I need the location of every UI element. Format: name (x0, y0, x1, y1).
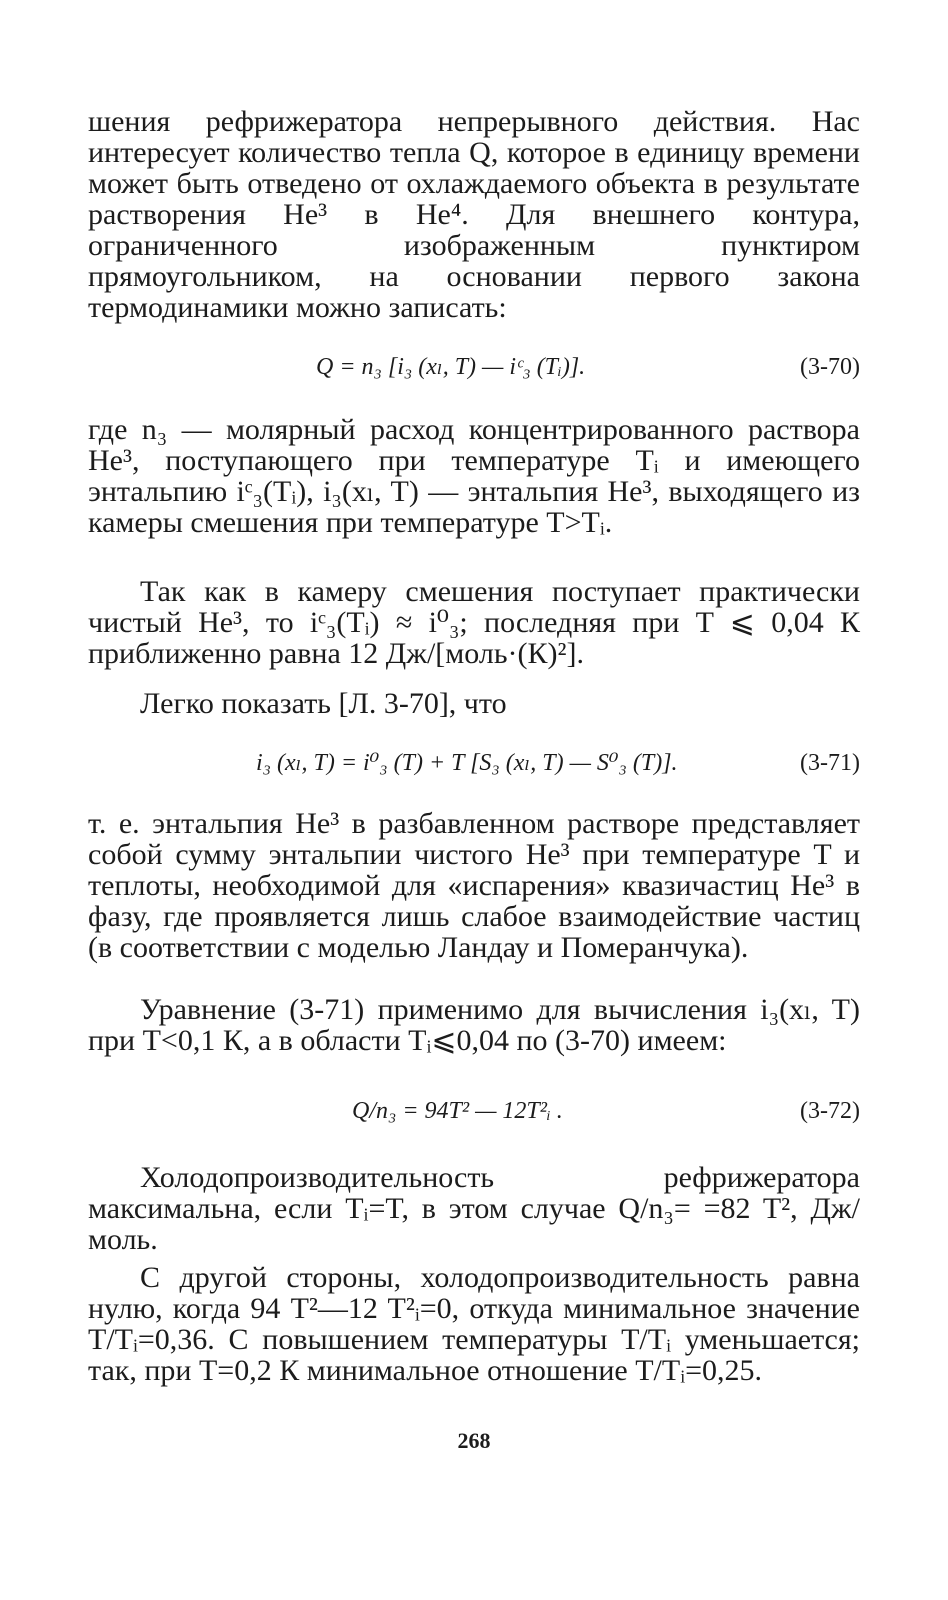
paragraph-5 (88, 808, 860, 963)
paragraph-text: Холодопроизводительность рефрижератора максимальна, если Tᵢ=T, в этом случае Q/n₃= =82 T², Дж/моль. (88, 1161, 860, 1256)
paragraph-8 (88, 1262, 860, 1386)
equation-number: (3-72) (800, 1098, 860, 1124)
equation-number: (3-71) (800, 750, 860, 776)
paragraph-text: Легко показать [Л. 3-70], что (140, 687, 507, 720)
paragraph-text: т. е. энтальпия He³ в разбавленном растворе представляет собой сумму энтальпии чистого He³ при температуре T и теплоты, необходимой для «испарения» квазичастиц He³ в фазу, где проявляется лишь слабое взаимодействие частиц (в соответствии с моделью Ландау и Померанчука). (88, 807, 860, 964)
paragraph-4 (88, 688, 860, 719)
paragraph-2 (88, 414, 860, 538)
equation-formula: Q/n₃ = 94T² — 12T²ᵢ . (352, 1098, 563, 1124)
paragraph-text: шения рефрижератора непрерывного действия. Нас интересует количество тепла Q, которое в единицу времени может быть отведено от охлаждаемого объекта в результате растворения He³ в He⁴. Для внешнего контура, ограниченного изображенным пунктиром прямоугольником, на основании первого закона термодинамики можно записать: (88, 105, 860, 324)
page-number: 268 (457, 1428, 491, 1453)
equation-formula: i₃ (xₗ, T) = i⁰₃ (T) + T [S₃ (xₗ, T) — S⁰₃ (T)]. (256, 750, 678, 776)
paragraph-6 (88, 994, 860, 1056)
paragraph-text: С другой стороны, холодопроизводительность равна нулю, когда 94 T²—12 T²ᵢ=0, откуда минимальное значение T/Tᵢ=0,36. С повышением температуры T/Tᵢ уменьшается; так, при T=0,2 К минимальное отношение T/Tᵢ=0,25. (88, 1261, 860, 1387)
equation-number: (3-70) (800, 354, 860, 380)
paragraph-1 (88, 106, 860, 323)
paragraph-7 (88, 1162, 860, 1255)
paragraph-text: Так как в камеру смешения поступает практически чистый He³, то iᶜ₃(Tᵢ) ≈ i⁰₃; последняя при T ⩽ 0,04 К приближенно равна 12 Дж/[моль·(К)²]. (88, 575, 860, 670)
paragraph-text: где n₃ — молярный расход концентрированного раствора He³, поступающего при температуре Tᵢ и имеющего энтальпию iᶜ₃(Tᵢ), i₃(xₗ, T) — энтальпия He³, выходящего из камеры смешения при температуре T>Tᵢ. (88, 413, 860, 539)
paragraph-3 (88, 576, 860, 669)
equation-formula: Q = n₃ [i₃ (xₗ, T) — iᶜ₃ (Tᵢ)]. (316, 354, 586, 380)
paragraph-text: Уравнение (3-71) применимо для вычисления i₃(xₗ, T) при T<0,1 К, а в области Tᵢ⩽0,04 по (3-70) имеем: (88, 993, 860, 1057)
